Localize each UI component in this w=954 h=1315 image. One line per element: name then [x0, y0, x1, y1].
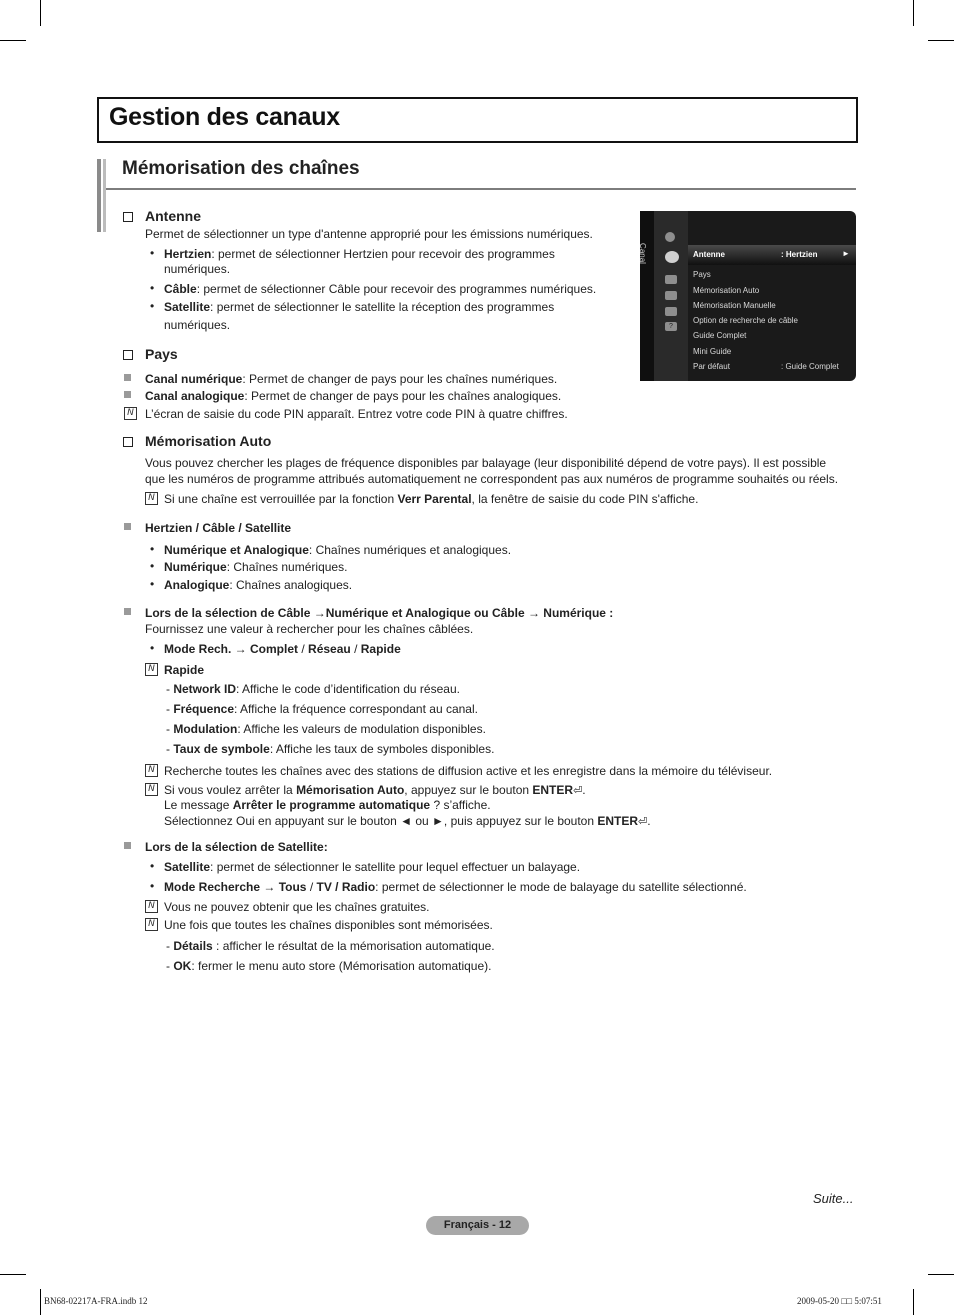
subheading: Hertzien / Câble / Satellite — [145, 521, 292, 535]
note-text: Le message Arrêter le programme automatique ? s’affiche. — [164, 798, 491, 812]
note-icon: N — [145, 764, 158, 777]
bullet-icon: • — [150, 859, 155, 873]
list-item: Canal numérique: Permet de changer de pays pour les chaînes numériques. — [145, 372, 558, 386]
note-text: L’écran de saisie du code PIN apparaît. Entrez votre code PIN à quatre chiffres. — [145, 407, 568, 421]
checkbox-bullet-icon — [123, 212, 133, 222]
list-item: Mode Recherche → Tous / TV / Radio: permet de sélectionner le mode de balayage du satellite sélectionné. — [164, 880, 747, 894]
crop-mark — [913, 0, 914, 26]
list-item: Canal analogique: Permet de changer de pays pour les chaînes analogiques. — [145, 389, 562, 403]
menu-item: Par défaut — [693, 362, 730, 371]
crop-mark — [0, 40, 26, 41]
right-arrow-icon: ► — [842, 249, 850, 258]
note-text: Sélectionnez Oui en appuyant sur le bouton ◄ ou ►, puis appuyez sur le bouton ENTER⏎. — [164, 814, 651, 828]
square-bullet-icon — [124, 391, 131, 398]
menu-item: Mémorisation Manuelle — [693, 301, 776, 310]
paragraph: Permet de sélectionner un type d'antenne approprié pour les émissions numériques. — [145, 227, 593, 241]
dash-item: - Modulation: Affiche les valeurs de modulation disponibles. — [166, 722, 486, 736]
dash-item: - Détails : afficher le résultat de la mémorisation automatique. — [166, 939, 495, 953]
list-item: Câble: permet de sélectionner Câble pour recevoir des programmes numériques. — [164, 282, 597, 296]
note-text: Recherche toutes les chaînes avec des stations de diffusion active et les enregistre dans la mémoire du téléviseur. — [164, 764, 773, 778]
note-text: Si vous voulez arrêter la Mémorisation Auto, appuyez sur le bouton ENTER⏎. — [164, 783, 586, 797]
note-icon: N — [145, 783, 158, 796]
bullet-icon: • — [150, 641, 155, 655]
dash-item: - Network ID: Affiche le code d’identification du réseau. — [166, 682, 460, 696]
application-icon — [665, 307, 677, 316]
menu-icon-column — [654, 211, 688, 381]
square-bullet-icon — [124, 523, 131, 530]
settings-icon — [665, 275, 677, 284]
menu-item-default-value: : Guide Complet — [781, 362, 839, 371]
menu-item: Guide Complet — [693, 331, 747, 340]
paragraph: Vous pouvez chercher les plages de fréquence disponibles par balayage (leur disponibilité dépend de votre pays). Il est possible — [145, 456, 827, 470]
bullet-icon: • — [150, 299, 155, 313]
menu-side-strip — [637, 211, 654, 381]
menu-item: Mémorisation Auto — [693, 286, 760, 295]
print-slug-left: BN68-02217A-FRA.indb 12 — [44, 1296, 148, 1306]
note-icon: N — [145, 900, 158, 913]
menu-item-antenne: Antenne — [693, 250, 725, 259]
menu-item: Option de recherche de câble — [693, 316, 798, 325]
note-text: Une fois que toutes les chaînes disponibles sont mémorisées. — [164, 918, 493, 932]
page-header — [97, 97, 858, 143]
satellite-dish-icon — [665, 251, 679, 263]
dash-item: - OK: fermer le menu auto store (Mémorisation automatique). — [166, 959, 492, 973]
bullet-icon: • — [150, 246, 155, 260]
crop-mark — [928, 1274, 954, 1275]
bullet-icon: • — [150, 559, 155, 573]
list-item: Hertzien: permet de sélectionner Hertzien pour recevoir des programmes — [164, 247, 555, 261]
crop-mark — [913, 1289, 914, 1315]
bullet-icon: • — [150, 577, 155, 591]
picture-icon — [665, 232, 675, 242]
paragraph: que les numéros de programme attribués automatiquement ne correspondent pas aux numéros de programme souhaités ou réels. — [145, 472, 839, 486]
list-item: Satellite: permet de sélectionner le satellite la réception des programmes — [164, 300, 555, 314]
section-accent-bar — [103, 159, 106, 232]
enter-key-icon: ⏎ — [573, 785, 583, 797]
note-icon: N — [145, 492, 158, 505]
support-icon: ? — [665, 322, 677, 331]
menu-item: Pays — [693, 270, 711, 279]
list-item: Analogique: Chaînes analogiques. — [164, 578, 353, 592]
list-item-continued: numériques. — [164, 262, 231, 276]
list-item: Numérique et Analogique: Chaînes numériques et analogiques. — [164, 543, 512, 557]
tv-menu-screenshot — [637, 211, 856, 381]
page-number-badge: Français - 12 — [426, 1216, 529, 1235]
section-accent-bar — [97, 159, 101, 232]
note-text: Si une chaîne est verrouillée par la fonction Verr Parental, la fenêtre de saisie du code PIN s'affiche. — [164, 492, 699, 506]
square-bullet-icon — [124, 842, 131, 849]
bullet-icon: • — [150, 281, 155, 295]
note-icon: N — [145, 918, 158, 931]
crop-mark — [40, 0, 41, 26]
menu-side-label: Canal — [637, 243, 647, 264]
menu-item-antenne-value: : Hertzien — [781, 250, 818, 259]
checkbox-bullet-icon — [123, 350, 133, 360]
note-icon: N — [145, 663, 158, 676]
bullet-icon: • — [150, 879, 155, 893]
input-icon — [665, 291, 677, 300]
crop-mark — [40, 1289, 41, 1315]
list-item: Numérique: Chaînes numériques. — [164, 560, 348, 574]
paragraph: Fournissez une valeur à rechercher pour les chaînes câblées. — [145, 622, 474, 636]
dash-item: - Taux de symbole: Affiche les taux de symboles disponibles. — [166, 742, 495, 756]
subheading: Lors de la sélection de Câble →Numérique et Analogique ou Câble → Numérique : — [145, 606, 614, 620]
note-text: Vous ne pouvez obtenir que les chaînes gratuites. — [164, 900, 430, 914]
menu-item: Mini Guide — [693, 347, 732, 356]
heading-memorisation-auto: Mémorisation Auto — [145, 433, 272, 449]
page-title: Gestion des canaux — [109, 103, 340, 131]
heading-antenne: Antenne — [145, 208, 201, 224]
list-item: Satellite: permet de sélectionner le satellite pour lequel effectuer un balayage. — [164, 860, 581, 874]
enter-key-icon: ⏎ — [638, 816, 648, 828]
list-item-continued: numériques. — [164, 318, 231, 332]
bullet-icon: • — [150, 542, 155, 556]
dash-item: - Fréquence: Affiche la fréquence correspondant au canal. — [166, 702, 478, 716]
crop-mark — [928, 40, 954, 41]
print-slug-right: 2009-05-20 □□ 5:07:51 — [797, 1296, 882, 1306]
note-text: Rapide — [164, 663, 205, 677]
list-item: Mode Rech. → Complet / Réseau / Rapide — [164, 642, 401, 656]
checkbox-bullet-icon — [123, 437, 133, 447]
section-divider — [106, 188, 856, 190]
heading-pays: Pays — [145, 346, 178, 362]
section-title: Mémorisation des chaînes — [122, 158, 360, 179]
square-bullet-icon — [124, 608, 131, 615]
note-icon: N — [124, 407, 137, 420]
crop-mark — [0, 1274, 26, 1275]
continued-label: Suite... — [813, 1191, 854, 1206]
square-bullet-icon — [124, 374, 131, 381]
subheading: Lors de la sélection de Satellite: — [145, 840, 328, 854]
